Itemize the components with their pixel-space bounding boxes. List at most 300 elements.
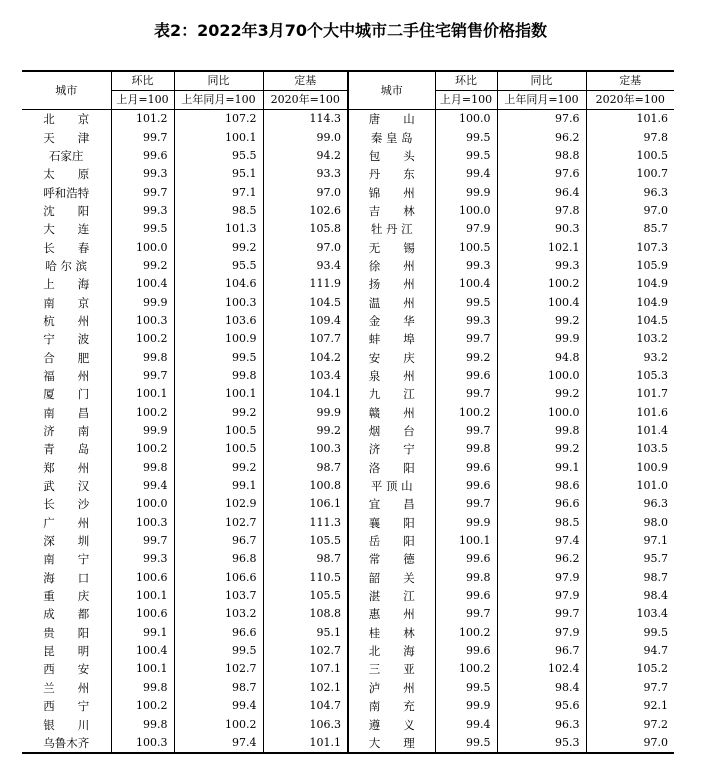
cell-yoy-right: 99.9 — [497, 330, 586, 348]
cell-city-left: 合 肥 — [43, 350, 90, 365]
cell-mom-right: 100.1 — [435, 532, 497, 550]
cell-yoy-left: 100.5 — [174, 422, 263, 440]
cell-fixed-left: 99.2 — [263, 422, 348, 440]
cell-mom-right: 99.8 — [435, 440, 497, 458]
cell-city-right: 安 庆 — [348, 348, 435, 366]
cell-mom-right: 99.6 — [435, 642, 497, 660]
cell-city-left: 西 宁 — [43, 699, 90, 714]
cell-yoy-left: 99.5 — [174, 348, 263, 366]
cell-mom-left: 100.2 — [111, 330, 174, 348]
cell-city-left: 长 沙 — [43, 497, 90, 512]
cell-city-right: 桂 林 — [348, 624, 435, 642]
cell-fixed-right: 105.2 — [586, 660, 674, 678]
cell-yoy-left: 99.2 — [174, 404, 263, 422]
cell-yoy-right: 95.3 — [497, 734, 586, 753]
cell-mom-left: 99.7 — [111, 532, 174, 550]
cell-yoy-right: 100.0 — [497, 404, 586, 422]
cell-city-left: 北 京 — [43, 112, 90, 127]
cell-mom-left: 100.1 — [111, 587, 174, 605]
cell-fixed-right: 101.6 — [586, 404, 674, 422]
cell-fixed-left: 99.9 — [263, 404, 348, 422]
cell-yoy-right: 99.3 — [497, 257, 586, 275]
cell-mom-right: 97.9 — [435, 220, 497, 238]
cell-yoy-right: 99.8 — [497, 422, 586, 440]
cell-city-right: 吉 林 — [348, 202, 435, 220]
cell-city-right: 唐 山 — [348, 110, 435, 129]
cell-city-left: 大 连 — [43, 222, 90, 237]
table-row — [22, 715, 674, 733]
cell-yoy-left: 96.7 — [174, 532, 263, 550]
header-mom-base-right: 上月=100 — [435, 91, 497, 110]
cell-city-left: 呼和浩特 — [43, 185, 90, 200]
cell-mom-left: 100.4 — [111, 275, 174, 293]
cell-fixed-right: 100.7 — [586, 165, 674, 183]
cell-yoy-right: 100.4 — [497, 293, 586, 311]
cell-fixed-right: 97.7 — [586, 679, 674, 697]
table-row — [22, 220, 674, 238]
cell-mom-right: 100.0 — [435, 202, 497, 220]
cell-mom-right: 99.7 — [435, 385, 497, 403]
cell-city-right: 锦 州 — [348, 183, 435, 201]
cell-city-right: 九 江 — [348, 385, 435, 403]
cell-yoy-left: 100.2 — [174, 715, 263, 733]
cell-yoy-left: 103.6 — [174, 312, 263, 330]
cell-yoy-left: 100.1 — [174, 385, 263, 403]
table-row — [22, 532, 674, 550]
cell-yoy-left: 96.8 — [174, 550, 263, 568]
cell-fixed-left: 97.0 — [263, 238, 348, 256]
cell-fixed-right: 97.0 — [586, 734, 674, 753]
cell-mom-left: 100.2 — [111, 404, 174, 422]
cell-mom-right: 100.4 — [435, 275, 497, 293]
cell-mom-right: 99.6 — [435, 550, 497, 568]
cell-yoy-left: 100.9 — [174, 330, 263, 348]
cell-city-right: 包 头 — [348, 147, 435, 165]
table-row — [22, 495, 674, 513]
cell-city-left: 乌鲁木齐 — [22, 734, 111, 753]
cell-mom-right: 99.6 — [435, 367, 497, 385]
cell-yoy-left: 103.2 — [174, 605, 263, 623]
cell-yoy-right: 90.3 — [497, 220, 586, 238]
cell-mom-left: 99.9 — [111, 422, 174, 440]
cell-fixed-right: 96.3 — [586, 495, 674, 513]
cell-fixed-left: 110.5 — [263, 569, 348, 587]
cell-fixed-right: 100.9 — [586, 459, 674, 477]
cell-mom-right: 99.5 — [435, 679, 497, 697]
cell-mom-left: 99.3 — [111, 165, 174, 183]
cell-mom-right: 100.0 — [435, 110, 497, 129]
cell-fixed-right: 101.7 — [586, 385, 674, 403]
cell-mom-right: 99.3 — [435, 257, 497, 275]
table-row — [22, 275, 674, 293]
cell-yoy-right: 99.7 — [497, 605, 586, 623]
cell-mom-left: 99.8 — [111, 348, 174, 366]
cell-yoy-right: 100.0 — [497, 367, 586, 385]
cell-city-right: 济 宁 — [348, 440, 435, 458]
cell-yoy-left: 99.4 — [174, 697, 263, 715]
cell-fixed-right: 101.4 — [586, 422, 674, 440]
cell-mom-left: 99.4 — [111, 477, 174, 495]
cell-mom-left: 99.3 — [111, 202, 174, 220]
cell-fixed-left: 105.5 — [263, 587, 348, 605]
cell-city-left: 杭 州 — [43, 313, 90, 328]
cell-yoy-left: 102.9 — [174, 495, 263, 513]
cell-fixed-left: 109.4 — [263, 312, 348, 330]
cell-yoy-right: 97.9 — [497, 587, 586, 605]
cell-fixed-right: 99.5 — [586, 624, 674, 642]
cell-mom-right: 99.4 — [435, 715, 497, 733]
cell-yoy-left: 104.6 — [174, 275, 263, 293]
cell-mom-right: 99.8 — [435, 569, 497, 587]
cell-yoy-right: 99.2 — [497, 385, 586, 403]
cell-city-right: 蚌 埠 — [348, 330, 435, 348]
cell-yoy-left: 97.1 — [174, 183, 263, 201]
cell-fixed-right: 101.6 — [586, 110, 674, 129]
cell-mom-left: 99.1 — [111, 624, 174, 642]
cell-city-left: 哈 尔 滨 — [45, 258, 88, 273]
header-city-right: 城市 — [348, 71, 435, 110]
header-mom-base-left: 上月=100 — [111, 91, 174, 110]
cell-yoy-right: 95.6 — [497, 697, 586, 715]
cell-fixed-right: 97.1 — [586, 532, 674, 550]
cell-yoy-left: 107.2 — [174, 110, 263, 129]
cell-city-left: 成 都 — [43, 607, 90, 622]
header-mom-left: 环比 — [111, 71, 174, 91]
cell-yoy-left: 98.5 — [174, 202, 263, 220]
cell-mom-right: 100.5 — [435, 238, 497, 256]
cell-mom-right: 100.2 — [435, 624, 497, 642]
table-row — [22, 202, 674, 220]
cell-city-right: 扬 州 — [348, 275, 435, 293]
cell-fixed-left: 97.0 — [263, 183, 348, 201]
cell-mom-left: 101.2 — [111, 110, 174, 129]
cell-yoy-left: 99.5 — [174, 642, 263, 660]
cell-yoy-left: 99.8 — [174, 367, 263, 385]
table-row — [22, 404, 674, 422]
cell-city-right: 大 理 — [348, 734, 435, 753]
header-fixed-left: 定基 — [263, 71, 348, 91]
cell-yoy-left: 95.5 — [174, 147, 263, 165]
cell-city-right: 徐 州 — [348, 257, 435, 275]
cell-city-left: 天 津 — [43, 130, 90, 145]
cell-city-left: 沈 阳 — [43, 203, 90, 218]
cell-city-left: 青 岛 — [43, 442, 90, 457]
cell-city-right: 湛 江 — [348, 587, 435, 605]
cell-yoy-right: 96.3 — [497, 715, 586, 733]
cell-mom-left: 99.8 — [111, 679, 174, 697]
cell-yoy-left: 99.2 — [174, 459, 263, 477]
cell-yoy-right: 97.6 — [497, 110, 586, 129]
table-row — [22, 624, 674, 642]
cell-city-right: 南 充 — [348, 697, 435, 715]
cell-mom-left: 100.1 — [111, 385, 174, 403]
cell-fixed-left: 104.1 — [263, 385, 348, 403]
cell-mom-right: 99.7 — [435, 330, 497, 348]
cell-fixed-right: 96.3 — [586, 183, 674, 201]
cell-fixed-right: 93.2 — [586, 348, 674, 366]
cell-city-left: 上 海 — [43, 277, 90, 292]
cell-mom-right: 100.2 — [435, 404, 497, 422]
cell-yoy-right: 97.9 — [497, 624, 586, 642]
table-row — [22, 660, 674, 678]
cell-fixed-left: 98.7 — [263, 459, 348, 477]
cell-mom-left: 99.9 — [111, 293, 174, 311]
header-fixed-base-right: 2020年=100 — [586, 91, 674, 110]
cell-fixed-right: 100.5 — [586, 147, 674, 165]
cell-mom-right: 99.7 — [435, 605, 497, 623]
table-row — [22, 183, 674, 201]
cell-yoy-left: 103.7 — [174, 587, 263, 605]
cell-fixed-right: 103.2 — [586, 330, 674, 348]
cell-fixed-right: 103.5 — [586, 440, 674, 458]
cell-mom-left: 100.3 — [111, 514, 174, 532]
table-row — [22, 348, 674, 366]
cell-city-left: 南 京 — [43, 295, 90, 310]
cell-fixed-left: 107.1 — [263, 660, 348, 678]
cell-city-right: 泉 州 — [348, 367, 435, 385]
cell-fixed-left: 105.5 — [263, 532, 348, 550]
cell-mom-right: 99.5 — [435, 128, 497, 146]
table-row — [22, 550, 674, 568]
cell-mom-left: 100.6 — [111, 605, 174, 623]
cell-yoy-right: 98.4 — [497, 679, 586, 697]
cell-city-left: 厦 门 — [43, 387, 90, 402]
cell-mom-right: 99.9 — [435, 697, 497, 715]
cell-city-left: 兰 州 — [43, 680, 90, 695]
header-fixed-base-left: 2020年=100 — [263, 91, 348, 110]
cell-yoy-right: 96.2 — [497, 550, 586, 568]
cell-yoy-left: 100.3 — [174, 293, 263, 311]
cell-fixed-right: 97.8 — [586, 128, 674, 146]
cell-mom-left: 100.0 — [111, 238, 174, 256]
cell-yoy-left: 106.6 — [174, 569, 263, 587]
cell-city-left: 太 原 — [43, 167, 90, 182]
cell-mom-left: 99.7 — [111, 367, 174, 385]
page-title: 表2：2022年3月70个大中城市二手住宅销售价格指数 — [153, 21, 548, 40]
cell-city-left: 郑 州 — [43, 460, 90, 475]
cell-fixed-right: 104.9 — [586, 275, 674, 293]
table-row — [22, 367, 674, 385]
table-row — [22, 514, 674, 532]
cell-city-left: 昆 明 — [43, 644, 90, 659]
cell-city-right: 三 亚 — [348, 660, 435, 678]
cell-yoy-left: 100.1 — [174, 128, 263, 146]
table-row — [22, 679, 674, 697]
table-row — [22, 128, 674, 146]
cell-fixed-left: 93.4 — [263, 257, 348, 275]
price-index-table — [22, 70, 674, 754]
cell-mom-left: 100.3 — [111, 312, 174, 330]
table-row — [22, 697, 674, 715]
header-yoy-right: 同比 — [497, 71, 586, 91]
cell-mom-left: 100.4 — [111, 642, 174, 660]
cell-mom-left: 100.3 — [111, 734, 174, 753]
cell-city-right: 无 锡 — [348, 238, 435, 256]
table-row — [22, 459, 674, 477]
table-row — [22, 587, 674, 605]
cell-fixed-right: 97.2 — [586, 715, 674, 733]
cell-mom-right: 99.9 — [435, 183, 497, 201]
cell-city-left: 西 安 — [43, 662, 90, 677]
cell-mom-left: 100.1 — [111, 660, 174, 678]
cell-yoy-right: 98.8 — [497, 147, 586, 165]
cell-yoy-right: 96.4 — [497, 183, 586, 201]
cell-mom-right: 99.5 — [435, 293, 497, 311]
cell-yoy-right: 96.2 — [497, 128, 586, 146]
table-row — [22, 422, 674, 440]
cell-yoy-right: 96.7 — [497, 642, 586, 660]
cell-city-left: 深 圳 — [43, 534, 90, 549]
cell-city-right: 遵 义 — [348, 715, 435, 733]
cell-mom-left: 99.2 — [111, 257, 174, 275]
cell-fixed-left: 114.3 — [263, 110, 348, 129]
cell-mom-left: 99.3 — [111, 550, 174, 568]
cell-fixed-left: 106.1 — [263, 495, 348, 513]
cell-city-right: 常 德 — [348, 550, 435, 568]
cell-fixed-right: 98.0 — [586, 514, 674, 532]
table-row — [22, 734, 674, 753]
cell-city-left: 福 州 — [43, 368, 90, 383]
table-row — [22, 477, 674, 495]
header-yoy-left: 同比 — [174, 71, 263, 91]
cell-yoy-right: 102.4 — [497, 660, 586, 678]
table-row — [22, 238, 674, 256]
cell-yoy-right: 102.1 — [497, 238, 586, 256]
cell-fixed-left: 95.1 — [263, 624, 348, 642]
cell-city-right: 惠 州 — [348, 605, 435, 623]
cell-yoy-left: 96.6 — [174, 624, 263, 642]
cell-fixed-left: 111.3 — [263, 514, 348, 532]
cell-mom-left: 99.8 — [111, 715, 174, 733]
cell-city-right: 襄 阳 — [348, 514, 435, 532]
cell-fixed-left: 103.4 — [263, 367, 348, 385]
cell-city-left: 重 庆 — [43, 589, 90, 604]
header-fixed-right: 定基 — [586, 71, 674, 91]
cell-city-right: 北 海 — [348, 642, 435, 660]
cell-fixed-right: 85.7 — [586, 220, 674, 238]
cell-yoy-right: 97.8 — [497, 202, 586, 220]
cell-yoy-left: 99.2 — [174, 238, 263, 256]
table-row — [22, 605, 674, 623]
cell-city-left: 长 春 — [43, 240, 90, 255]
cell-fixed-right: 104.9 — [586, 293, 674, 311]
cell-mom-right: 99.9 — [435, 514, 497, 532]
table-row — [22, 110, 674, 129]
cell-city-right: 韶 关 — [348, 569, 435, 587]
cell-yoy-right: 99.2 — [497, 312, 586, 330]
cell-city-left: 银 川 — [43, 717, 90, 732]
cell-mom-right: 99.4 — [435, 165, 497, 183]
cell-fixed-right: 105.9 — [586, 257, 674, 275]
cell-yoy-right: 99.2 — [497, 440, 586, 458]
cell-fixed-left: 102.7 — [263, 642, 348, 660]
cell-yoy-right: 96.6 — [497, 495, 586, 513]
cell-city-right: 秦 皇 岛 — [348, 128, 435, 146]
cell-yoy-right: 97.9 — [497, 569, 586, 587]
cell-mom-right: 99.6 — [435, 587, 497, 605]
cell-fixed-right: 95.7 — [586, 550, 674, 568]
cell-city-left: 贵 阳 — [43, 625, 90, 640]
cell-fixed-left: 98.7 — [263, 550, 348, 568]
cell-mom-left: 99.7 — [111, 128, 174, 146]
cell-yoy-left: 99.1 — [174, 477, 263, 495]
cell-fixed-left: 107.7 — [263, 330, 348, 348]
cell-mom-left: 100.0 — [111, 495, 174, 513]
cell-fixed-right: 94.7 — [586, 642, 674, 660]
cell-yoy-right: 97.4 — [497, 532, 586, 550]
cell-city-right: 平 顶 山 — [348, 477, 435, 495]
cell-yoy-right: 94.8 — [497, 348, 586, 366]
table-row — [22, 312, 674, 330]
cell-fixed-left: 105.8 — [263, 220, 348, 238]
cell-city-left: 南 宁 — [43, 552, 90, 567]
table-row — [22, 257, 674, 275]
cell-yoy-left: 100.5 — [174, 440, 263, 458]
cell-fixed-left: 104.5 — [263, 293, 348, 311]
cell-fixed-right: 92.1 — [586, 697, 674, 715]
cell-city-right: 岳 阳 — [348, 532, 435, 550]
cell-yoy-left: 95.5 — [174, 257, 263, 275]
header-yoy-base-right: 上年同月=100 — [497, 91, 586, 110]
cell-mom-right: 99.7 — [435, 422, 497, 440]
cell-fixed-left: 93.3 — [263, 165, 348, 183]
cell-yoy-left: 102.7 — [174, 660, 263, 678]
cell-city-right: 洛 阳 — [348, 459, 435, 477]
cell-fixed-left: 102.1 — [263, 679, 348, 697]
cell-fixed-right: 98.4 — [586, 587, 674, 605]
table-row — [22, 569, 674, 587]
cell-mom-right: 99.5 — [435, 147, 497, 165]
header-city-left: 城市 — [22, 71, 111, 110]
cell-fixed-left: 100.3 — [263, 440, 348, 458]
cell-yoy-right: 98.6 — [497, 477, 586, 495]
cell-city-left: 广 州 — [43, 515, 90, 530]
cell-city-right: 泸 州 — [348, 679, 435, 697]
cell-yoy-left: 102.7 — [174, 514, 263, 532]
cell-yoy-left: 98.7 — [174, 679, 263, 697]
cell-city-right: 温 州 — [348, 293, 435, 311]
cell-mom-left: 100.2 — [111, 697, 174, 715]
cell-mom-right: 100.2 — [435, 660, 497, 678]
cell-mom-right: 99.3 — [435, 312, 497, 330]
cell-mom-left: 100.6 — [111, 569, 174, 587]
cell-fixed-right: 107.3 — [586, 238, 674, 256]
table-row — [22, 385, 674, 403]
cell-city-left: 武 汉 — [43, 479, 90, 494]
table-row — [22, 642, 674, 660]
cell-city-right: 宜 昌 — [348, 495, 435, 513]
cell-fixed-left: 101.1 — [263, 734, 348, 753]
cell-mom-left: 99.6 — [111, 147, 174, 165]
cell-fixed-right: 103.4 — [586, 605, 674, 623]
cell-mom-right: 99.7 — [435, 495, 497, 513]
cell-fixed-left: 99.0 — [263, 128, 348, 146]
cell-yoy-right: 99.1 — [497, 459, 586, 477]
cell-fixed-left: 104.7 — [263, 697, 348, 715]
table-row — [22, 293, 674, 311]
cell-fixed-right: 97.0 — [586, 202, 674, 220]
cell-city-right: 牡 丹 江 — [348, 220, 435, 238]
cell-fixed-left: 111.9 — [263, 275, 348, 293]
cell-fixed-left: 102.6 — [263, 202, 348, 220]
cell-mom-left: 99.8 — [111, 459, 174, 477]
cell-yoy-right: 98.5 — [497, 514, 586, 532]
header-mom-right: 环比 — [435, 71, 497, 91]
table-row — [22, 440, 674, 458]
cell-mom-left: 100.2 — [111, 440, 174, 458]
cell-fixed-left: 100.8 — [263, 477, 348, 495]
cell-yoy-right: 100.2 — [497, 275, 586, 293]
